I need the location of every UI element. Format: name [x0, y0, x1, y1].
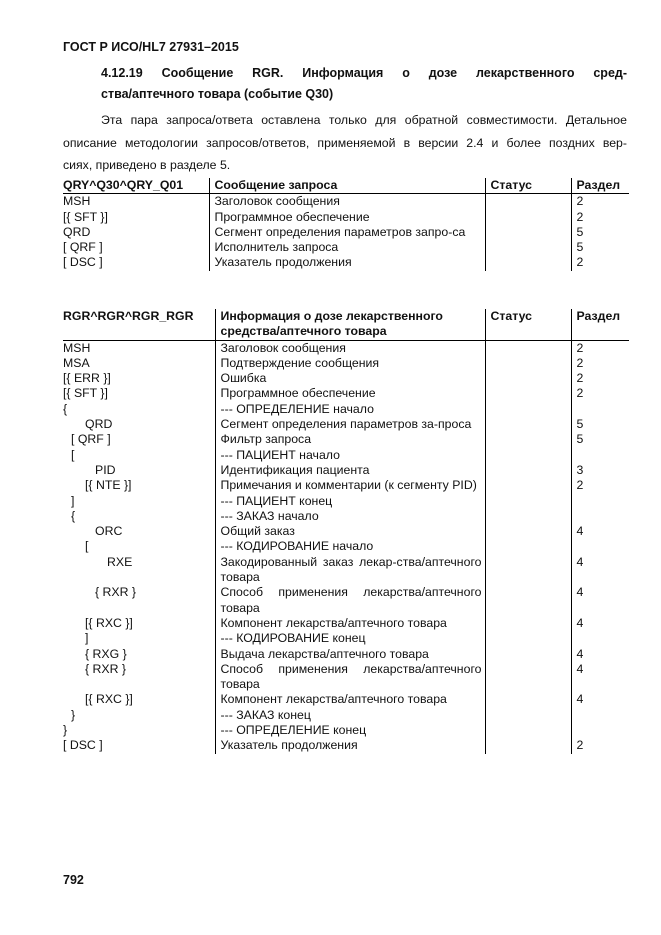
description-cell: --- ОПРЕДЕЛЕНИЕ конец	[215, 723, 485, 738]
chapter-cell	[571, 631, 629, 646]
table-header-row	[63, 178, 629, 194]
status-cell	[485, 448, 571, 463]
description-cell: Общий заказ	[215, 524, 485, 539]
segment-cell: { RXR }	[63, 662, 215, 693]
segment-cell: [{ RXC }]	[63, 616, 215, 631]
segment-cell: [{ RXC }]	[63, 692, 215, 707]
status-cell	[485, 539, 571, 554]
segment-cell: }	[63, 708, 215, 723]
table-row	[63, 539, 629, 554]
status-cell	[485, 240, 571, 255]
status-cell	[485, 225, 571, 240]
status-cell	[485, 723, 571, 738]
table-row	[63, 692, 629, 707]
segment-cell: [	[63, 448, 215, 463]
description-cell: --- ЗАКАЗ начало	[215, 509, 485, 524]
segment-cell: [{ SFT }]	[63, 210, 209, 225]
status-cell	[485, 386, 571, 401]
column-header-description: Сообщение запроса	[209, 178, 485, 194]
description-cell: Примечания и комментарии (к сегменту PID)	[215, 478, 485, 493]
chapter-cell	[571, 723, 629, 738]
intro-line: Эта пара запроса/ответа оставлена только для обратной совместимости. Детальное	[101, 113, 627, 127]
status-cell	[485, 417, 571, 432]
chapter-cell: 5	[576, 240, 584, 255]
chapter-cell: 4	[576, 661, 584, 676]
chapter-cell	[571, 402, 629, 417]
chapter-cell: 4	[576, 692, 584, 707]
table-header-row	[63, 309, 629, 340]
chapter-cell: 2	[576, 194, 584, 209]
status-cell	[485, 463, 571, 478]
segment-cell: {	[63, 402, 215, 417]
description-cell: Выдача лекарства/аптечного товара	[215, 647, 485, 662]
description-cell: Исполнитель запроса	[209, 240, 485, 255]
chapter-cell	[571, 708, 629, 723]
table-row	[63, 647, 629, 662]
status-cell	[485, 255, 571, 270]
status-cell	[485, 432, 571, 447]
table-row	[63, 631, 629, 646]
chapter-cell: 2	[576, 738, 584, 753]
table-row	[63, 448, 629, 463]
table-row	[63, 616, 629, 631]
chapter-cell: 2	[576, 371, 584, 386]
intro-paragraph	[63, 109, 627, 177]
page-number: 792	[63, 873, 84, 887]
description-cell: Идентификация пациента	[215, 463, 485, 478]
chapter-cell: 3	[576, 462, 584, 477]
chapter-cell: 2	[576, 340, 584, 355]
segment-cell: [ QRF ]	[63, 240, 209, 255]
section-title-line2: ства/аптечного товара (событие Q30)	[101, 87, 334, 101]
status-cell	[485, 210, 571, 225]
table-row	[63, 738, 629, 753]
chapter-cell: 4	[576, 524, 584, 539]
column-header-segment: RGR^RGR^RGR_RGR	[63, 309, 215, 340]
description-cell: --- КОДИРОВАНИЕ начало	[215, 539, 485, 554]
description-cell: Указатель продолжения	[215, 738, 485, 753]
column-header-chapter: Раздел	[576, 309, 621, 323]
status-cell	[485, 478, 571, 493]
status-cell	[485, 371, 571, 386]
chapter-cell: 5	[576, 417, 584, 432]
description-cell: Ошибка	[215, 371, 485, 386]
description-cell: --- ОПРЕДЕЛЕНИЕ начало	[215, 402, 485, 417]
chapter-cell: 5	[576, 224, 584, 239]
description-cell: --- ЗАКАЗ конец	[215, 708, 485, 723]
segment-cell: [{ NTE }]	[63, 478, 215, 493]
description-cell: Указатель продолжения	[209, 255, 485, 270]
intro-line: описание методологии запросов/ответов, применяемой в версии 2.4 и более поздних вер-	[63, 135, 627, 150]
status-cell	[485, 662, 571, 693]
segment-cell: [ DSC ]	[63, 255, 209, 270]
table-row	[63, 463, 629, 478]
status-cell	[485, 631, 571, 646]
segment-cell: ]	[63, 494, 215, 509]
segment-cell: ORC	[63, 524, 215, 539]
chapter-cell: 4	[576, 554, 584, 569]
status-cell	[485, 524, 571, 539]
status-cell	[485, 738, 571, 753]
status-cell	[485, 402, 571, 417]
status-cell	[485, 555, 571, 586]
segment-cell: [ DSC ]	[63, 738, 215, 753]
segment-cell: { RXG }	[63, 647, 215, 662]
description-cell: Компонент лекарства/аптечного товара	[215, 692, 485, 707]
table-row	[63, 509, 629, 524]
description-cell: Фильтр запроса	[215, 432, 485, 447]
table-row	[63, 708, 629, 723]
table-row	[63, 524, 629, 539]
segment-cell: MSH	[63, 340, 215, 356]
table-row	[63, 402, 629, 417]
chapter-cell: 2	[576, 209, 584, 224]
description-cell: Сегмент определения параметров за-проса	[215, 417, 485, 432]
segment-cell: RXE	[63, 555, 215, 586]
chapter-cell: 5	[576, 432, 584, 447]
status-cell	[485, 647, 571, 662]
description-cell: Способ применения лекарства/аптечного товара	[215, 662, 485, 693]
segment-cell: { RXR }	[63, 585, 215, 616]
description-cell: --- КОДИРОВАНИЕ конец	[215, 631, 485, 646]
chapter-cell: 2	[576, 386, 584, 401]
query-message-table	[63, 178, 629, 271]
chapter-cell: 2	[576, 255, 584, 270]
description-cell: Заголовок сообщения	[209, 194, 485, 210]
table-row	[63, 356, 629, 371]
chapter-cell	[571, 448, 629, 463]
table-row	[63, 585, 629, 616]
table-row	[63, 432, 629, 447]
description-cell: Способ применения лекарства/аптечного товара	[215, 585, 485, 616]
segment-cell: QRD	[63, 225, 209, 240]
status-cell	[485, 340, 571, 356]
table-row	[63, 240, 629, 255]
description-cell: Компонент лекарства/аптечного товара	[215, 616, 485, 631]
table-row	[63, 555, 629, 586]
description-cell: Программное обеспечение	[215, 386, 485, 401]
segment-cell: [	[63, 539, 215, 554]
status-cell	[485, 494, 571, 509]
table-row	[63, 340, 629, 356]
column-header-description: Информация о дозе лекарственного средства/аптечного товара	[215, 309, 485, 340]
intro-line: сиях, приведено в разделе 5.	[63, 158, 231, 172]
segment-cell: }	[63, 723, 215, 738]
description-cell: Подтверждение сообщения	[215, 356, 485, 371]
chapter-cell	[571, 539, 629, 554]
description-cell: Сегмент определения параметров запро-са	[209, 225, 485, 240]
column-header-segment: QRY^Q30^QRY_Q01	[63, 178, 209, 194]
description-cell: --- ПАЦИЕНТ начало	[215, 448, 485, 463]
response-message-table	[63, 309, 629, 754]
segment-cell: [{ ERR }]	[63, 371, 215, 386]
table-row	[63, 662, 629, 693]
segment-cell: [ QRF ]	[63, 432, 215, 447]
segment-cell: MSH	[63, 194, 209, 210]
table-row	[63, 255, 629, 270]
column-header-chapter: Раздел	[576, 178, 621, 192]
chapter-cell: 4	[576, 615, 584, 630]
status-cell	[485, 708, 571, 723]
section-title-line1: 4.12.19 Сообщение RGR. Информация о дозе лекарственного сред-	[101, 66, 627, 80]
table-row	[63, 723, 629, 738]
status-cell	[485, 692, 571, 707]
status-cell	[485, 616, 571, 631]
segment-cell: {	[63, 509, 215, 524]
chapter-cell: 2	[576, 478, 584, 493]
segment-cell: PID	[63, 463, 215, 478]
description-cell: Заголовок сообщения	[215, 340, 485, 356]
status-cell	[485, 356, 571, 371]
table-row	[63, 494, 629, 509]
segment-cell: ]	[63, 631, 215, 646]
table-row	[63, 194, 629, 210]
table-row	[63, 386, 629, 401]
segment-cell: QRD	[63, 417, 215, 432]
table-row	[63, 478, 629, 493]
column-header-status: Статус	[485, 178, 571, 194]
section-title	[63, 63, 627, 105]
segment-cell: [{ SFT }]	[63, 386, 215, 401]
chapter-cell	[571, 509, 629, 524]
chapter-cell: 2	[576, 355, 584, 370]
chapter-cell: 4	[576, 646, 584, 661]
table-row	[63, 371, 629, 386]
description-cell: Закодированный заказ лекар-ства/аптечного товара	[215, 555, 485, 586]
table-row	[63, 417, 629, 432]
table-row	[63, 225, 629, 240]
status-cell	[485, 194, 571, 210]
status-cell	[485, 585, 571, 616]
chapter-cell	[571, 494, 629, 509]
document-standard-header: ГОСТ Р ИСО/HL7 27931–2015	[63, 40, 239, 54]
description-cell: --- ПАЦИЕНТ конец	[215, 494, 485, 509]
table-row	[63, 210, 629, 225]
status-cell	[485, 509, 571, 524]
column-header-status: Статус	[485, 309, 571, 340]
segment-cell: MSA	[63, 356, 215, 371]
chapter-cell: 4	[576, 585, 584, 600]
description-cell: Программное обеспечение	[209, 210, 485, 225]
